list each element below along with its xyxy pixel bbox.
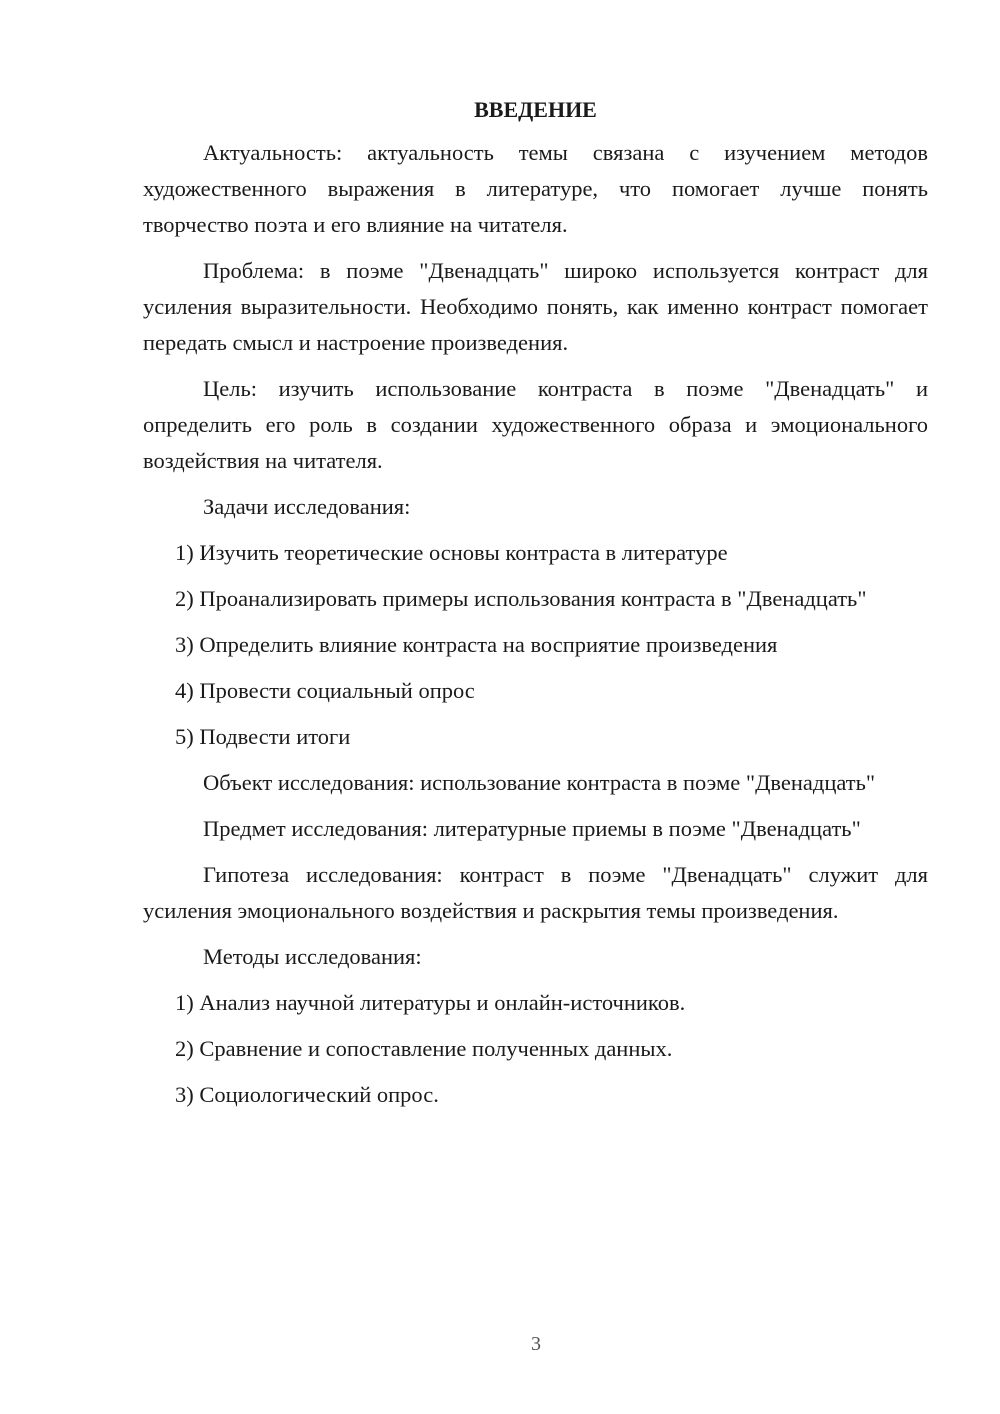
hypothesis-paragraph: Гипотеза исследования: контраст в поэме "Двенадцать" служит для усиления эмоционального воздействия и раскрытия темы произведения. [143, 862, 928, 923]
subject-paragraph: Предмет исследования: литературные приемы в поэме "Двенадцать" [203, 816, 861, 841]
task-item: 5) Подвести итоги [175, 724, 351, 749]
document-page [143, 95, 928, 1123]
object-paragraph: Объект исследования: использование контраста в поэме "Двенадцать" [203, 770, 876, 795]
relevance-paragraph: Актуальность: актуальность темы связана с изучением методов художественного выражения в литературе, что помогает лучше понять творчество поэта и его влияние на читателя. [143, 140, 928, 237]
method-item: 2) Сравнение и сопоставление полученных данных. [175, 1036, 673, 1061]
task-item: 3) Определить влияние контраста на восприятие произведения [175, 632, 778, 657]
methods-heading: Методы исследования: [203, 944, 422, 969]
problem-paragraph: Проблема: в поэме "Двенадцать" широко используется контраст для усиления выразительности. Необходимо понять, как именно контраст помогает передать смысл и настроение произведения. [143, 258, 928, 355]
tasks-heading: Задачи исследования: [203, 494, 411, 519]
method-item: 1) Анализ научной литературы и онлайн-источников. [175, 990, 686, 1015]
method-item: 3) Социологический опрос. [175, 1082, 439, 1107]
page-title: ВВЕДЕНИЕ [474, 97, 597, 122]
task-item: 4) Провести социальный опрос [175, 678, 475, 703]
page-number: 3 [531, 1333, 541, 1355]
goal-paragraph: Цель: изучить использование контраста в поэме "Двенадцать" и определить его роль в создании художественного образа и эмоционального воздействия на читателя. [143, 376, 928, 473]
task-item: 1) Изучить теоретические основы контраста в литературе [175, 540, 728, 565]
task-item: 2) Проанализировать примеры использования контраста в "Двенадцать" [175, 586, 867, 611]
